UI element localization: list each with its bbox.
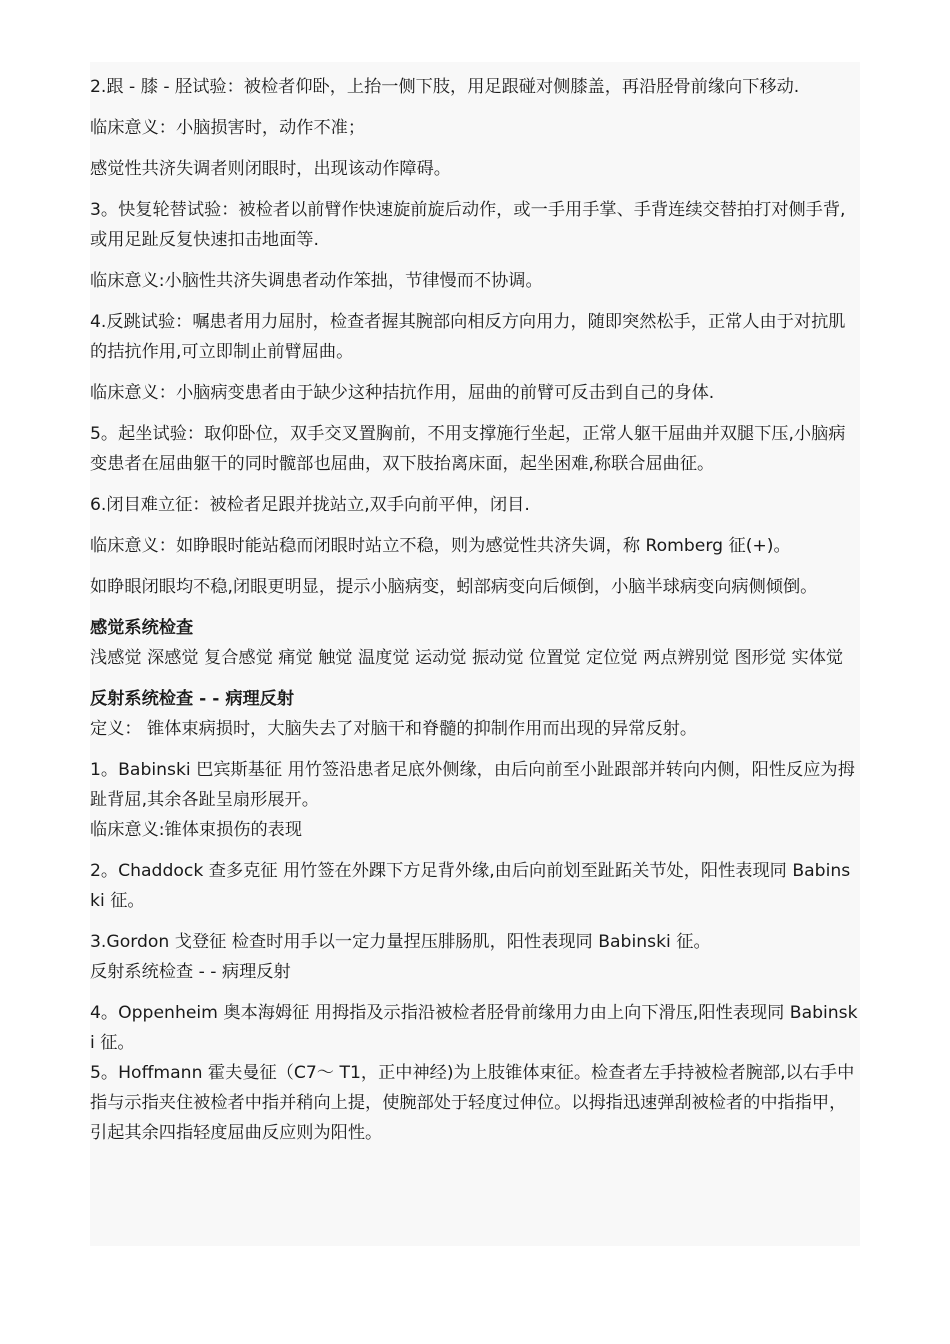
paragraph-romberg-test: 6.闭目难立征：被检者足跟并拢站立,双手向前平伸，闭目. <box>90 495 530 515</box>
paragraph-clinical-significance-1: 临床意义：小脑损害时，动作不准； <box>90 118 366 138</box>
paragraph-hoffmann: 5。Hoffmann 霍夫曼征（C7～ T1，正中神经)为上肢锥体束征。检查者左手持被检者腕部,以右手中指与示指夹住被检者中指并稍向上提，使腕部处于轻度过伸位。以拇指迅速弹刮被检者的中指指甲，引起其余四指轻度屈曲反应则为阳性。 <box>90 1063 855 1143</box>
paragraph-clinical-significance-3: 临床意义：小脑病变患者由于缺少这种拮抗作用，屈曲的前臂可反击到自己的身体. <box>90 383 715 403</box>
heading-pathological-reflex: 反射系统检查 - - 病理反射 <box>90 689 295 709</box>
document-content <box>90 62 860 1148</box>
paragraph-rapid-alternating-test: 3。快复轮替试验：被检者以前臂作快速旋前旋后动作，或一手用手掌、手背连续交替拍打对侧手背,或用足趾反复快速扣击地面等. <box>90 200 846 250</box>
paragraph-clinical-significance-2: 临床意义:小脑性共济失调患者动作笨拙，节律慢而不协调。 <box>90 271 543 291</box>
paragraph-heel-knee-shin-test: 2.跟 - 膝 - 胫试验：被检者仰卧，上抬一侧下肢，用足跟碰对侧膝盖，再沿胫骨前缘向下移动. <box>90 77 800 97</box>
heading-sensory-system: 感觉系统检查 <box>90 618 194 638</box>
paragraph-gordon: 3.Gordon 戈登征 检查时用手以一定力量捏压腓肠肌，阳性表现同 Babinski 征。 <box>90 932 711 952</box>
paragraph-rebound-test: 4.反跳试验：嘱患者用力屈肘，检查者握其腕部向相反方向用力，随即突然松手，正常人由于对抗肌的拮抗作用,可立即制止前臂屈曲。 <box>90 312 846 362</box>
paragraph-oppenheim: 4。Oppenheim 奥本海姆征 用拇指及示指沿被检者胫骨前缘用力由上向下滑压,阳性表现同 Babinski 征。 <box>90 1003 858 1053</box>
paragraph-pathological-reflex-repeat: 反射系统检查 - - 病理反射 <box>90 962 291 982</box>
paragraph-cerebellar-lesion: 如睁眼闭眼均不稳,闭眼更明显，提示小脑病变，蚓部病变向后倾倒，小脑半球病变向病侧倾倒。 <box>90 577 818 597</box>
paragraph-clinical-significance-5: 临床意义:锥体束损伤的表现 <box>90 820 303 840</box>
paragraph-chaddock: 2。Chaddock 查多克征 用竹签在外踝下方足背外缘,由后向前划至趾跖关节处，阳性表现同 Babinski 征。 <box>90 861 851 911</box>
paragraph-definition: 定义： 锥体束病损时，大脑失去了对脑干和脊髓的抑制作用而出现的异常反射。 <box>90 719 698 739</box>
paragraph-sit-up-test: 5。起坐试验：取仰卧位，双手交叉置胸前，不用支撑施行坐起，正常人躯干屈曲并双腿下压,小脑病变患者在屈曲躯干的同时髋部也屈曲，双下肢抬离床面，起坐困难,称联合屈曲征。 <box>90 424 846 474</box>
paragraph-babinski: 1。Babinski 巴宾斯基征 用竹签沿患者足底外侧缘，由后向前至小趾跟部并转向内侧，阳性反应为拇趾背屈,其余各趾呈扇形展开。 <box>90 760 855 810</box>
paragraph-sensation-types: 浅感觉 深感觉 复合感觉 痛觉 触觉 温度觉 运动觉 振动觉 位置觉 定位觉 两点辨别觉 图形觉 实体觉 <box>90 648 844 668</box>
paragraph-clinical-significance-4: 临床意义：如睁眼时能站稳而闭眼时站立不稳，则为感觉性共济失调，称 Romberg 征(+)。 <box>90 536 791 556</box>
paragraph-sensory-ataxia: 感觉性共济失调者则闭眼时，出现该动作障碍。 <box>90 159 451 179</box>
document-page <box>90 62 860 1246</box>
